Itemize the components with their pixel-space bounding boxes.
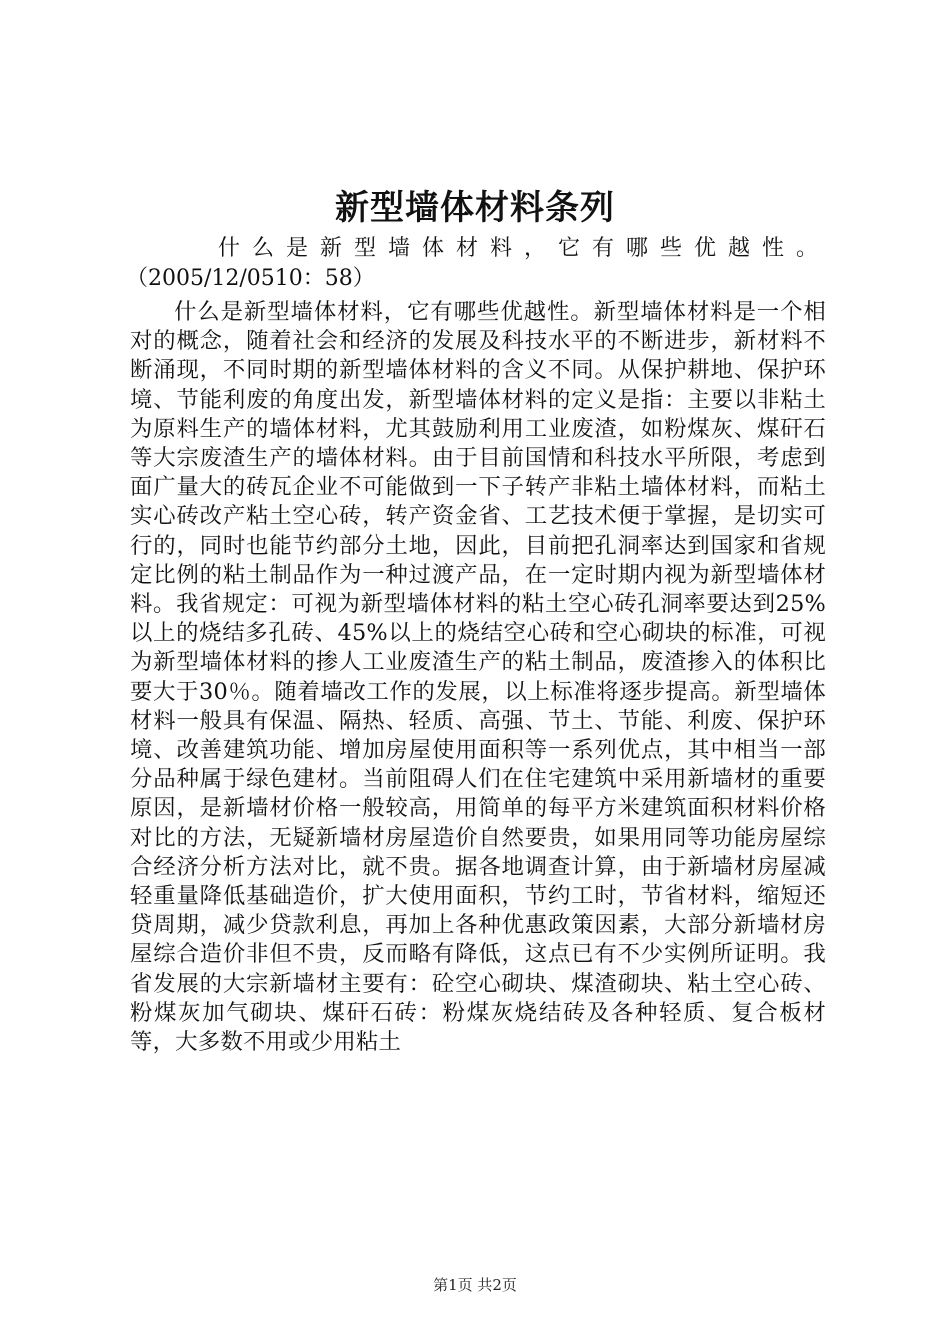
document-subtitle (126, 234, 820, 294)
subtitle-timestamp: （2005/12/0510：58） (126, 266, 375, 291)
page-number-footer: 第1页 共2页 (433, 1276, 517, 1294)
body-paragraph: 什么是新型墙体材料，它有哪些优越性。新型墙体材料是一个相对的概念，随着社会和经济的发展及科技水平的不断进步，新材料不断涌现，不同时期的新型墙体材料的含义不同。从保护耕地、保护环境、节能利废的角度出发，新型墙体材料的定义是指：主要以非粘土为原料生产的墙体材料，尤其鼓励利用工业废渣，如粉煤灰、煤矸石等大宗废渣生产的墙体材料。由于目前国情和科技水平所限，考虑到面广量大的砖瓦企业不可能做到一下子转产非粘土墙体材料，而粘土实心砖改产粘土空心砖，转产资金省、工艺技术便于掌握，是切实可行的，同时也能节约部分土地，因此，目前把孔洞率达到国家和省规定比例的粘土制品作为一种过渡产品，在一定时期内视为新型墙体材料。我省规定：可视为新型墙体材料的粘土空心砖孔洞率要达到25%以上的烧结多孔砖、45%以上的烧结空心砖和空心砌块的标准，可视为新型墙体材料的掺人工业废渣生产的粘土制品，废渣掺入的体积比要大于30％。随着墙改工作的发展，以上标准将逐步提高。新型墙体材料一般具有保温、隔热、轻质、高强、节土、节能、利废、保护环境、改善建筑功能、增加房屋使用面积等一系列优点，其中相当一部分品种属于绿色建材。当前阻碍人们在住宅建筑中采用新墙材的重要原因，是新墙材价格一般较高，用简单的每平方米建筑面积材料价格对比的方法，无疑新墙材房屋造价自然要贵，如果用同等功能房屋综合经济分析方法对比，就不贵。据各地调查计算，由于新墙材房屋减轻重量降低基础造价，扩大使用面积，节约工时，节省材料，缩短还贷周期，减少贷款利息，再加上各种优惠政策因素，大部分新墙材房屋综合造价非但不贵，反而略有降低，这点已有不少实例所证明。我省发展的大宗新墙材主要有：砼空心砌块、煤渣砌块、粘土空心砖、粉煤灰加气砌块、煤矸石砖：粉煤灰烧结砖及各种轻质、复合板材等，大多数不用或少用粘土 (130, 299, 826, 1056)
document-title: 新型墙体材料条列 (335, 188, 615, 228)
subtitle-text: 什么是新型墙体材料，它有哪些优越性。 (218, 236, 820, 261)
